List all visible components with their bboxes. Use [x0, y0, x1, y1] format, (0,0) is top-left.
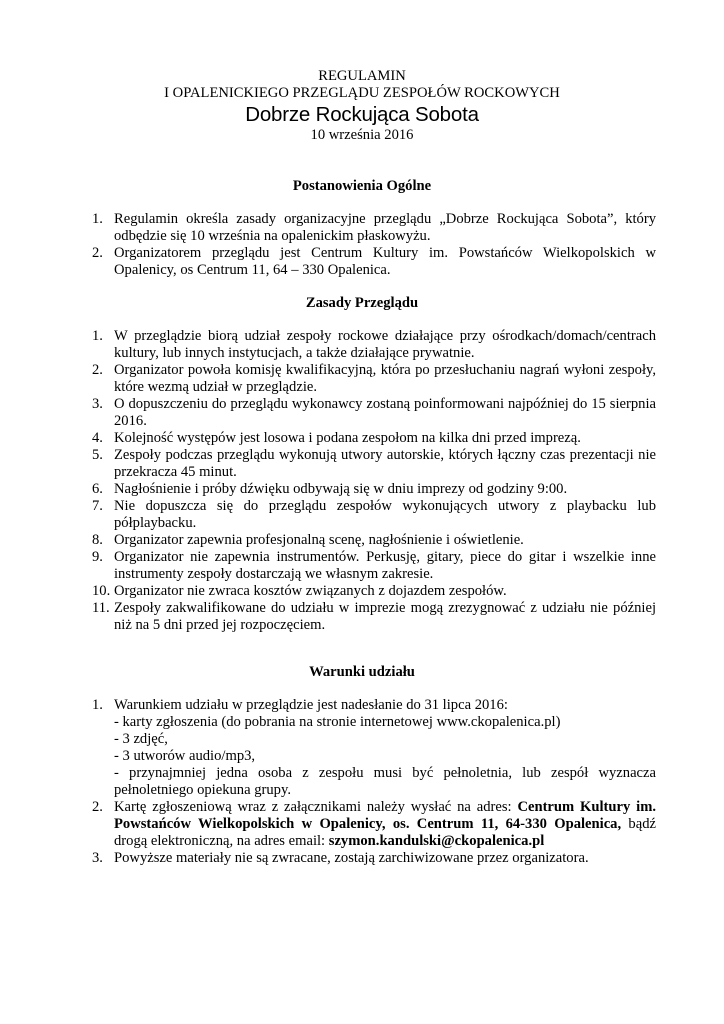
list-item — [92, 600, 656, 634]
requirement-subitem: - 3 zdjęć, — [114, 731, 168, 747]
item-text: W przeglądzie biorą udział zespoły rockowe działające przy ośrodkach/domach/centrach kultury, lub innych instytucjach, a także działające prywatnie. — [114, 328, 656, 361]
item-number: 1. — [92, 697, 103, 713]
item-text: Organizator powoła komisję kwalifikacyjną, która po przesłuchaniu nagrań wyłoni zespoły, które wezmą udział w przeglądzie. — [114, 362, 656, 395]
list-item — [92, 328, 656, 362]
list-item — [92, 850, 656, 867]
list-item — [92, 447, 656, 481]
item-text: Warunkiem udziału w przeglądzie jest nadesłanie do 31 lipca 2016: — [114, 697, 508, 713]
item-text: Kolejność występów jest losowa i podana zespołom na kilka dni przed imprezą. — [114, 430, 581, 446]
item-number: 2. — [92, 799, 103, 815]
item-number: 6. — [92, 481, 103, 497]
requirement-subitem: - przynajmniej jedna osoba z zespołu musi być pełnoletnia, lub zespół wyznacza pełnoletniego opiekuna grupy. — [114, 765, 656, 798]
item-text: Nie dopuszcza się do przeglądu zespołów wykonujących utwory z playbacku lub półplaybacku. — [114, 498, 656, 531]
list-item — [92, 245, 656, 279]
list-item — [92, 799, 656, 850]
list-item — [92, 211, 656, 245]
item-number: 2. — [92, 245, 103, 261]
list-postanowienia — [92, 211, 656, 279]
list-item — [92, 396, 656, 430]
list-zasady — [92, 328, 656, 634]
item-text: Powyższe materiały nie są zwracane, zostają zarchiwizowane przez organizatora. — [114, 850, 589, 866]
event-date: 10 września 2016 — [310, 127, 414, 143]
header-subtitle: I OPALENICKIEGO PRZEGLĄDU ZESPOŁÓW ROCKOWYCH — [164, 85, 560, 101]
item-number: 1. — [92, 211, 103, 227]
item-number: 8. — [92, 532, 103, 548]
list-item — [92, 583, 656, 600]
item-number: 10. — [92, 583, 111, 599]
list-item — [92, 362, 656, 396]
item-number: 3. — [92, 850, 103, 866]
item-number: 1. — [92, 328, 103, 344]
event-title: Dobrze Rockująca Sobota — [245, 103, 479, 126]
list-item — [92, 481, 656, 498]
section-heading-postanowienia: Postanowienia Ogólne — [292, 178, 432, 194]
item-text: Organizatorem przeglądu jest Centrum Kultury im. Powstańców Wielkopolskich w Opalenicy, os Centrum 11, 64 – 330 Opalenica. — [114, 245, 656, 278]
item-number: 11. — [92, 600, 110, 616]
item-text: Organizator nie zapewnia instrumentów. Perkusję, gitary, piece do gitar i wszelkie inne instrumenty zespoły dostarczają we własnym zakresie. — [114, 549, 656, 582]
list-item — [92, 498, 656, 532]
requirement-subitem: - 3 utworów audio/mp3, — [114, 748, 256, 764]
email-address: szymon.kandulski@ckopalenica.pl — [328, 833, 545, 849]
item-number: 4. — [92, 430, 103, 446]
item-text: Kartę zgłoszeniową wraz z załącznikami należy wysłać na adres: — [114, 799, 518, 815]
item-number: 7. — [92, 498, 103, 514]
section-heading-warunki: Warunki udziału — [309, 664, 415, 680]
item-text: Zespoły podczas przeglądu wykonują utwory autorskie, których łączny czas prezentacji nie przekracza 45 minut. — [114, 447, 656, 480]
item-text: O dopuszczeniu do przeglądu wykonawcy zostaną poinformowani najpóźniej do 15 sierpnia 2016. — [114, 396, 656, 429]
list-item — [92, 549, 656, 583]
item-text: Organizator zapewnia profesjonalną scenę, nagłośnienie i oświetlenie. — [114, 532, 524, 548]
section-heading-zasady: Zasady Przeglądu — [305, 295, 419, 311]
header-regulamin: REGULAMIN — [318, 68, 406, 84]
item-text: Regulamin określa zasady organizacyjne przeglądu „Dobrze Rockująca Sobota”, który odbędzie się 10 września na opalenickim płaskowyżu. — [114, 211, 656, 244]
list-warunki — [92, 697, 656, 867]
item-text: bądź drogą elektroniczną, na adres email: — [114, 816, 656, 849]
item-text: Zespoły zakwalifikowane do udziału w imprezie mogą zrezygnować z udziału nie później niż na 5 dni przed jej rozpoczęciem. — [114, 600, 656, 633]
list-item — [92, 532, 656, 549]
list-item — [92, 697, 656, 799]
item-number: 3. — [92, 396, 103, 412]
item-text: Nagłośnienie i próby dźwięku odbywają się w dniu imprezy od godziny 9:00. — [114, 481, 568, 497]
list-item — [92, 430, 656, 447]
item-number: 2. — [92, 362, 103, 378]
item-text: Organizator nie zwraca kosztów związanych z dojazdem zespołów. — [114, 583, 507, 599]
requirement-subitem: - karty zgłoszenia (do pobrania na stronie internetowej www.ckopalenica.pl) — [114, 714, 561, 730]
postal-address: Centrum Kultury im. Powstańców Wielkopolskich w Opalenicy, os. Centrum 11, 64-330 Opalenica, — [114, 799, 656, 832]
item-number: 9. — [92, 549, 103, 565]
item-number: 5. — [92, 447, 103, 463]
document-header — [0, 68, 724, 144]
